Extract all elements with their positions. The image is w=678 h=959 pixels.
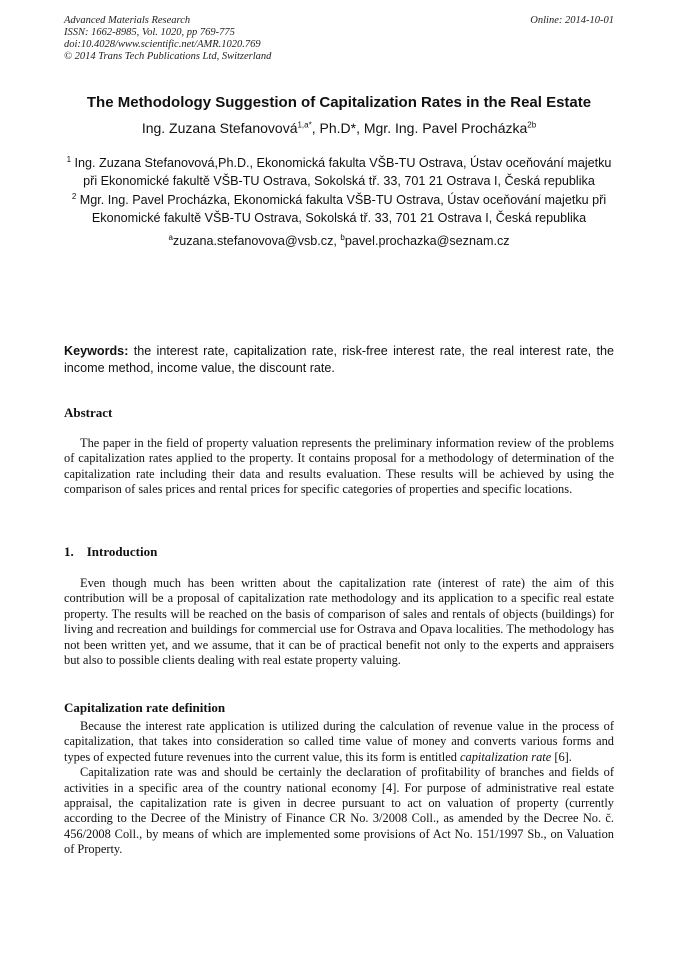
affiliation-1-text: Ing. Zuzana Stefanovová,Ph.D., Ekonomická fakulta VŠB-TU Ostrava, Ústav oceňování majetku při Ekonomické fakultě VŠB-TU Ostrava, Sokolská tř. 33, 701 21 Ostrava I, Česká republika	[74, 156, 612, 188]
author-line	[64, 120, 614, 136]
abstract-heading: Abstract	[64, 405, 113, 420]
online-date: Online: 2014-10-01	[530, 15, 614, 26]
author-1: Ing. Zuzana Stefanovová	[141, 120, 298, 136]
journal-copyright: © 2014 Trans Tech Publications Ltd, Switzerland	[64, 51, 272, 62]
email-b-sup: b	[340, 232, 345, 242]
email-a[interactable]: zuzana.stefanovova@vsb.cz,	[172, 234, 341, 248]
affiliation-1-num: 1	[66, 154, 72, 164]
affiliation-2	[64, 192, 614, 227]
abstract-text: The paper in the field of property valuation represents the preliminary information review of the problems of capitalization rates applied to the property. It contains proposal for a methodology of determination of the capitalization rate including their data and results evaluation. These results will be achieved by using the comparison of sales prices and rental prices for specific categories of properties and specific locations.	[64, 436, 614, 497]
journal-meta	[64, 15, 271, 63]
journal-name: Advanced Materials Research	[64, 15, 191, 26]
journal-issn: ISSN: 1662-8985, Vol. 1020, pp 769-775	[64, 27, 235, 38]
intro-text: Even though much has been written about the capitalization rate (interest of rate) the aim of this contribution will be a proposal of capitalization rate methodology and its application to a specific real estate property. The results will be reached on the basis of comparison of sales and rentals of objects (buildings) for living and recreation and buildings for commercial use for Ostrava and Opava localities. The methodology has not been written yet, and we assume, that it can be of practical benefit not only to the experts and appraisers but also to possible clients dealing with real estate property valuing.	[64, 576, 614, 668]
author-2: Mgr. Ing. Pavel Procházka	[363, 120, 528, 136]
keywords-text: the interest rate, capitalization rate, risk-free interest rate, the real interest rate, the income method, income value, the discount rate.	[64, 344, 614, 375]
paper-title: The Methodology Suggestion of Capitalization Rates in the Real Estate	[86, 94, 592, 111]
keywords	[64, 343, 614, 377]
page-header	[64, 0, 614, 70]
email-b[interactable]: pavel.prochazka@seznam.cz	[344, 234, 510, 248]
definition-paragraph-1	[64, 719, 614, 765]
definition-p1-ref: [6].	[551, 749, 572, 764]
intro-heading: 1. Introduction	[64, 544, 158, 559]
definition-p1-emphasis: capitalization rate	[460, 749, 552, 764]
author-2-sup: 2b	[527, 120, 537, 130]
paper-page	[64, 0, 614, 857]
keywords-label: Keywords:	[64, 344, 129, 358]
definition-paragraph-2: Capitalization rate was and should be certainly the declaration of profitability of branches and fields of activities in a specific area of the country national economy [4]. For purpose of administrative real estate appraisal, the capitalization rate is given in decree pursuant to act on valuation of property (currently according to the Decree of the Ministry of Finance CR No. 3/2008 Coll., as amended by the Decree No. č. 456/2008 Coll., by means of which are implemented some provisions of Act No. 151/1997 Sb., on Valuation of Property.	[64, 765, 614, 857]
email-a-sup: a	[168, 232, 173, 242]
journal-doi: doi:10.4028/www.scientific.net/AMR.1020.769	[64, 39, 261, 50]
author-1-sup: 1,a*	[297, 120, 312, 130]
affiliation-2-num: 2	[71, 191, 77, 201]
author-emails	[64, 233, 614, 251]
affiliations	[64, 155, 614, 251]
affiliation-2-text: Mgr. Ing. Pavel Procházka, Ekonomická fakulta VŠB-TU Ostrava, Ústav oceňování majetku při Ekonomické fakultě VŠB-TU Ostrava, Sokolská tř. 33, 701 21 Ostrava I, Česká republika	[79, 193, 607, 225]
definition-p1-text: Because the interest rate application is utilized during the calculation of revenue value in the process of capitalization, that takes into consideration so called time value of money and converts various forms and types of expected future revenues into the current value, this its form is entitled	[64, 719, 614, 764]
author-1-degree: , Ph.D*,	[311, 120, 364, 136]
affiliation-1	[64, 155, 614, 190]
definition-body	[64, 719, 614, 858]
definition-heading: Capitalization rate definition	[64, 700, 226, 715]
